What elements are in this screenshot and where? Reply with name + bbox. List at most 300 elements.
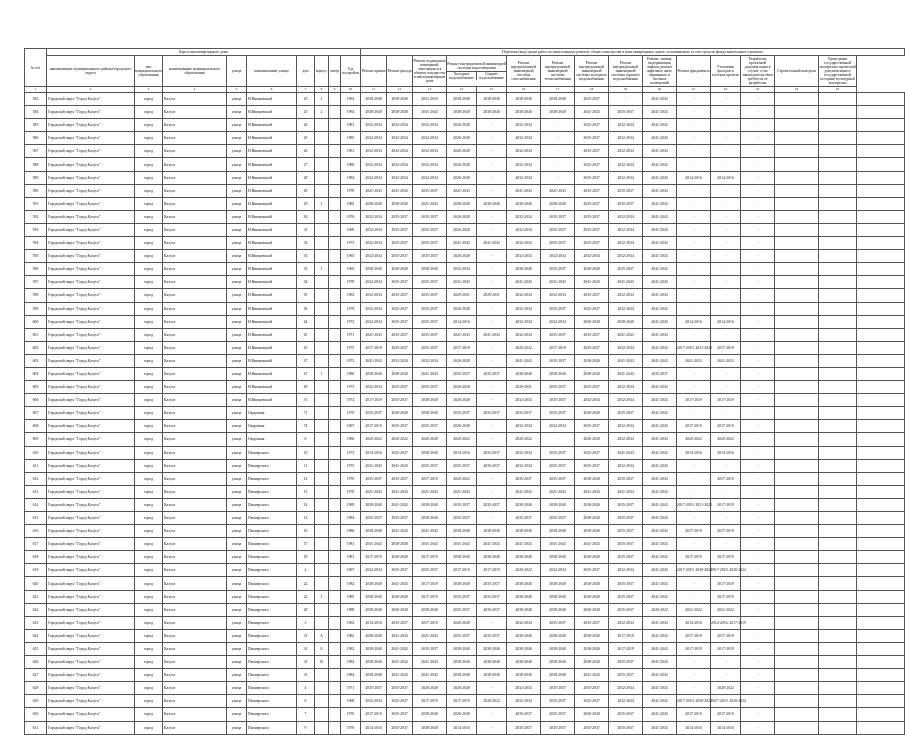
table-cell: - [677,485,711,498]
table-cell: 2035-2037 [447,498,477,511]
table-cell: - [741,498,775,511]
table-cell [315,289,329,302]
table-cell: - [711,250,741,263]
table-cell: улица [227,616,247,629]
table-cell: - [677,381,711,394]
table-cell: 2031-2033 [413,93,447,106]
table-cell: улица [227,656,247,669]
table-cell: 2032-2034 [507,420,541,433]
table-cell: 2041-2043 [643,498,677,511]
table-cell: 2035-2037 [477,446,507,459]
table-row [25,289,905,302]
table-cell: 2038-2040 [507,642,541,655]
table-cell: - [741,250,775,263]
table-row [25,263,905,276]
table-cell: 2035-2037 [541,394,575,407]
table-cell: улица [227,328,247,341]
table-cell: улица [227,433,247,446]
table-cell: город [135,158,163,171]
table-cell: - [741,551,775,564]
table-cell [775,695,819,708]
table-cell: 2035-2037 [541,721,575,734]
col-header-11: Ремонт крыши [361,56,387,87]
table-cell: 621 [25,590,47,603]
table-cell: 2032-2034 [609,394,643,407]
table-cell: 2035-2037 [541,682,575,695]
table-cell [857,446,905,459]
table-cell: 2041-2043 [643,472,677,485]
table-cell: 1978 [341,276,361,289]
table-cell: 2041-2043 [643,525,677,538]
table-cell: - [741,577,775,590]
table-row [25,106,905,119]
table-cell: 2038-2040 [541,93,575,106]
table-cell: 2035-2037 [575,459,609,472]
table-cell [819,250,857,263]
table-cell [857,197,905,210]
table-cell [315,669,329,682]
table-cell: Городской округ "Город Калуга" [47,93,135,106]
table-cell [775,485,819,498]
table-cell: улица [227,158,247,171]
table-cell: 2035-2037 [507,407,541,420]
table-cell [315,420,329,433]
table-cell: 2035-2037 [387,276,413,289]
table-cell [819,407,857,420]
table-cell: - [711,223,741,236]
table-cell: город [135,210,163,223]
table-cell: 2032-2034 [609,119,643,132]
table-cell [819,263,857,276]
table-cell: 2041-2043 [609,354,643,367]
table-cell: 586 [25,132,47,145]
table-cell: - [711,459,741,472]
table-cell: 2017-2019 [413,551,447,564]
table-cell: 2035-2037 [575,132,609,145]
table-cell [819,237,857,250]
table-cell [775,354,819,367]
table-cell: Пионерского [247,682,297,695]
table-cell: 2032-2034 [609,237,643,250]
table-cell: 2026-2028 [447,302,477,315]
table-cell: 35 [297,289,315,302]
table-cell [775,656,819,669]
table-cell: город [135,669,163,682]
table-cell: 31 [297,223,315,236]
table-cell [857,223,905,236]
table-cell [819,328,857,341]
table-cell: 624 [25,629,47,642]
table-cell: - [477,171,507,184]
table-cell: улица [227,394,247,407]
table-cell: 2038-2040 [507,590,541,603]
table-cell: 2032-2034 [609,616,643,629]
table-cell: 2041-2043 [575,538,609,551]
table-cell: 2032-2034 [361,237,387,250]
table-cell: 605 [25,381,47,394]
table-cell: 2026-2028 [447,250,477,263]
table-cell: 2035-2037 [387,708,413,721]
table-cell: 2041-2043 [643,695,677,708]
table-cell [315,551,329,564]
table-cell: 2038-2040 [541,642,575,655]
table-cell [857,289,905,302]
table-cell: 2038-2040 [413,407,447,420]
table-cell: 22 [297,577,315,590]
table-cell: 1965 [341,250,361,263]
table-cell: В [315,656,329,669]
table-cell: улица [227,577,247,590]
table-cell: Н.Вишневской [247,184,297,197]
table-cell: 2035-2037 [609,525,643,538]
table-cell: Калуга [163,642,227,655]
table-cell: - [477,263,507,276]
table-cell [819,132,857,145]
table-cell: 2035-2037 [413,223,447,236]
table-cell: 2017-2019 [677,420,711,433]
table-cell: город [135,223,163,236]
table-cell: 1971 [341,682,361,695]
col-header-16: Ремонт внутридомовой инженерной системы теплоснабжения [541,56,575,87]
table-cell: 604 [25,367,47,380]
table-row [25,629,905,642]
table-cell: 2038-2040 [361,106,387,119]
table-cell: 2035-2037 [609,184,643,197]
table-cell: город [135,93,163,106]
table-cell: 2035-2037 [575,616,609,629]
table-cell: Пионерского [247,485,297,498]
table-cell: 2038-2040 [541,590,575,603]
table-cell: 2038-2040 [575,354,609,367]
table-cell: 2035-2037 [609,472,643,485]
table-cell: 2038-2040 [387,590,413,603]
table-cell: Пионерского [247,721,297,734]
table-cell: 598 [25,289,47,302]
table-cell: Пионерского [247,446,297,459]
table-cell: 2017-2019, 2021-2022 [677,341,711,354]
table-cell: 2017-2019 [711,577,741,590]
column-number: 14 [447,87,477,93]
table-cell [775,328,819,341]
table-cell: Пионерского [247,498,297,511]
table-cell: 2035-2037 [575,682,609,695]
table-cell: 2038-2040 [575,603,609,616]
table-cell [857,394,905,407]
table-cell: 623 [25,616,47,629]
table-cell: город [135,197,163,210]
table-cell: 1981 [341,551,361,564]
table-cell [775,577,819,590]
table-cell: 2035-2037 [387,210,413,223]
table-cell: 2038-2040 [387,538,413,551]
table-cell: 2038-2040 [387,263,413,276]
table-cell: Н.Вишневской [247,145,297,158]
table-cell: - [741,237,775,250]
table-cell: - [677,656,711,669]
table-cell: город [135,407,163,420]
table-cell: 2017-2019 [677,551,711,564]
table-cell: - [741,538,775,551]
table-cell: 2035-2037 [387,394,413,407]
table-cell: город [135,315,163,328]
table-cell: 2035-2037 [575,328,609,341]
table-cell: 1 [315,367,329,380]
table-cell: 1965 [341,263,361,276]
table-cell: 2035-2037 [575,341,609,354]
table-cell [315,315,329,328]
table-cell: 2041-2043 [643,433,677,446]
table-cell [819,184,857,197]
table-cell: 47 [297,367,315,380]
table-cell [775,210,819,223]
table-cell: - [711,132,741,145]
table-cell: 2038-2040 [387,93,413,106]
table-cell [775,433,819,446]
table-cell: 2035-2037 [575,197,609,210]
table-cell: 2032-2034 [507,223,541,236]
table-cell: Н.Вишневской [247,367,297,380]
table-cell: 2032-2034 [507,328,541,341]
table-cell: Калуга [163,603,227,616]
column-number: 25 [819,87,857,93]
table-cell: Пионерского [247,577,297,590]
table-cell: - [677,328,711,341]
table-cell: 2017-2019 [609,629,643,642]
table-cell: 2038-2040 [507,263,541,276]
table-cell: 2026-2028 [447,708,477,721]
table-cell: 32 [297,237,315,250]
table-cell: - [677,669,711,682]
table-cell: - [711,538,741,551]
table-cell: 2032-2034 [507,302,541,315]
table-row [25,276,905,289]
table-cell [315,354,329,367]
table-cell [857,354,905,367]
table-cell: 2038-2040 [447,642,477,655]
table-cell: 2041-2043 [643,119,677,132]
table-cell: Калуга [163,433,227,446]
table-cell: 29 [297,197,315,210]
table-cell [329,459,341,472]
table-cell [819,158,857,171]
table-cell: 2032-2034 [609,302,643,315]
table-cell: - [741,446,775,459]
table-cell: 1982 [341,629,361,642]
table-cell: 2017-2019 [361,341,387,354]
table-cell: - [741,656,775,669]
table-cell: 584 [25,106,47,119]
table-cell: Городской округ "Город Калуга" [47,564,135,577]
table-cell: 2032-2034 [507,119,541,132]
table-cell: 2032-2034 [541,250,575,263]
table-cell [315,433,329,446]
table-cell: 2038-2040 [387,367,413,380]
table-cell: 2035-2037 [541,302,575,315]
table-cell: 2026-2028 [447,354,477,367]
table-cell: улица [227,106,247,119]
table-cell: Пионерского [247,656,297,669]
table-cell [857,629,905,642]
table-row [25,708,905,721]
column-number: 7 [297,87,315,93]
table-cell: 2035-2037 [541,354,575,367]
table-cell: Калуга [163,263,227,276]
table-cell: 2035-2037 [387,682,413,695]
table-cell: - [741,616,775,629]
table-cell: 2032-2034 [361,695,387,708]
table-cell: 2014-2016 [447,315,477,328]
table-cell: 2035-2037 [507,512,541,525]
table-cell: 2035-2037 [541,459,575,472]
table-cell: 2017-2019 [447,695,477,708]
table-cell [819,171,857,184]
table-cell: 2014-2016 [361,721,387,734]
table-cell [775,289,819,302]
table-cell: Калуга [163,223,227,236]
table-cell: 2032-2034 [361,250,387,263]
table-cell [329,171,341,184]
column-number: 22 [711,87,741,93]
table-cell: - [711,184,741,197]
table-cell [857,512,905,525]
table-cell: 28 [297,603,315,616]
table-cell: 2041-2043 [387,642,413,655]
table-cell: 2038-2040 [541,603,575,616]
table-cell [315,328,329,341]
table-cell: 2041-2043 [643,184,677,197]
table-cell: 47 [297,354,315,367]
table-cell: 1976 [341,708,361,721]
table-cell: Н.Вишневской [247,250,297,263]
table-cell [315,341,329,354]
table-cell: город [135,525,163,538]
table-row [25,551,905,564]
table-cell [315,276,329,289]
table-cell: улица [227,263,247,276]
table-cell [329,223,341,236]
table-cell: 12 [297,472,315,485]
table-cell [775,119,819,132]
table-cell: 2038-2040 [447,669,477,682]
table-cell: - [677,682,711,695]
table-cell: 2035-2037 [447,407,477,420]
table-cell: 2035-2037 [609,656,643,669]
table-cell: улица [227,512,247,525]
table-cell: 2020-2022 [507,341,541,354]
table-cell: Калуга [163,446,227,459]
table-cell: 2041-2043 [507,276,541,289]
table-cell: 2017-2019 [413,472,447,485]
table-cell: 2038-2040 [447,197,477,210]
table-cell: 2035-2037 [447,603,477,616]
table-cell [857,669,905,682]
table-cell: 2038-2040 [541,629,575,642]
table-cell: 2017-2019 [677,642,711,655]
table-cell: 2041-2043 [575,485,609,498]
column-number: 3 [135,87,163,93]
table-cell: 612 [25,472,47,485]
table-cell [857,603,905,616]
table-cell: город [135,603,163,616]
table-cell: - [677,289,711,302]
table-cell: 2041-2043 [575,276,609,289]
table-cell: 2041-2043 [541,184,575,197]
table-cell [329,184,341,197]
table-cell: - [741,289,775,302]
table-cell: - [741,223,775,236]
table-cell: город [135,106,163,119]
table-cell: 2035-2037 [609,551,643,564]
table-cell: Городской округ "Город Калуга" [47,158,135,171]
table-cell [329,93,341,106]
table-cell: 2032-2034 [387,132,413,145]
table-cell [329,603,341,616]
table-cell: Калуга [163,472,227,485]
table-cell: улица [227,590,247,603]
sub-header-cold: Холодное водоснабжение [447,72,477,80]
table-cell: 2041-2043 [413,525,447,538]
table-row [25,132,905,145]
table-cell: Калуга [163,381,227,394]
table-cell: 2041-2043 [643,446,677,459]
table-cell: улица [227,184,247,197]
table-cell: 2017-2019 [711,629,741,642]
table-cell: 595 [25,250,47,263]
table-cell: 2017-2019 [677,525,711,538]
table-cell: 2017-2019 [711,642,741,655]
table-cell: 2035-2037 [575,302,609,315]
table-cell [819,210,857,223]
table-cell: 2038-2040 [541,669,575,682]
table-cell: 2038-2040 [477,642,507,655]
table-cell: - [477,512,507,525]
table-cell: - [741,394,775,407]
table-cell: - [477,616,507,629]
table-cell [775,197,819,210]
table-cell: Калуга [163,354,227,367]
table-cell: Калуга [163,708,227,721]
table-cell [329,525,341,538]
table-row [25,237,905,250]
table-cell: 2038-2040 [575,525,609,538]
table-cell [315,407,329,420]
column-number: 10 [341,87,361,93]
table-cell: улица [227,210,247,223]
table-cell: 2035-2037 [413,420,447,433]
table-cell: 2041-2043 [643,132,677,145]
table-cell: 2035-2037 [575,184,609,197]
table-cell: 2035-2037 [541,446,575,459]
table-cell: Городской округ "Город Калуга" [47,315,135,328]
table-cell: Пионерского [247,642,297,655]
table-cell: 2038-2040 [361,642,387,655]
table-cell [857,564,905,577]
table-cell: 2038-2040 [575,472,609,485]
col-header-1: № п/п [25,49,47,87]
table-cell: - [477,223,507,236]
table-cell: город [135,656,163,669]
table-cell: - [741,629,775,642]
table-cell: 585 [25,119,47,132]
table-cell: Калуга [163,420,227,433]
table-cell: 2032-2034 [575,250,609,263]
table-cell: 2032-2034 [507,158,541,171]
table-cell [329,656,341,669]
table-cell: город [135,184,163,197]
table-row [25,119,905,132]
table-cell: 2032-2034 [361,119,387,132]
table-cell: 2041-2043 [643,616,677,629]
